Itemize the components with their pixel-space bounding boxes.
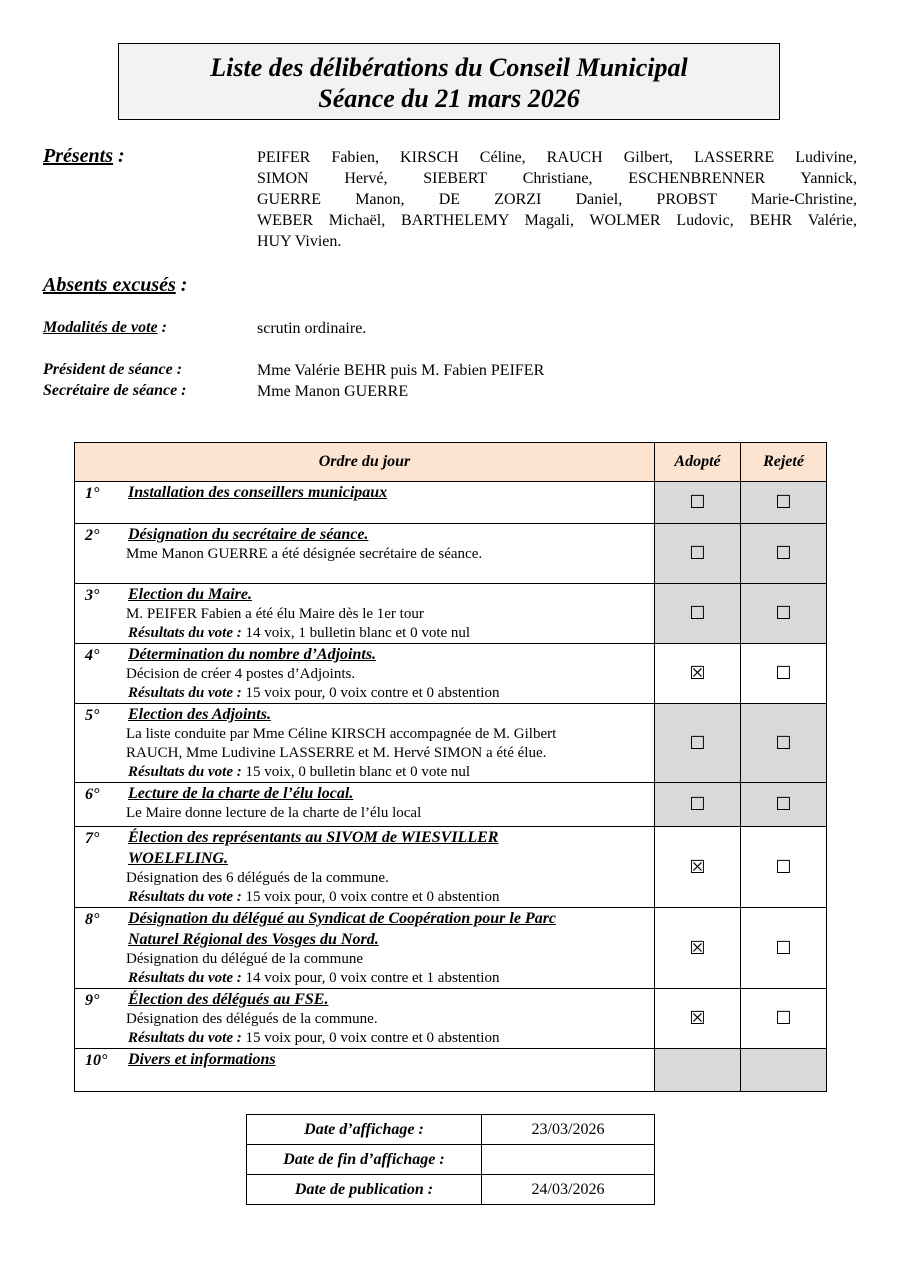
rejete-checkbox: ☐: [741, 908, 827, 989]
agenda-item-cell: [75, 1049, 655, 1092]
agenda-item-description: M. PEIFER Fabien a été élu Maire dès le 1er tour: [126, 606, 424, 622]
rejete-checkbox: ☐: [741, 584, 827, 644]
rejete-checkbox: ☐: [741, 524, 827, 584]
presents-line: SIMON Hervé, SIEBERT Christiane, ESCHENBRENNER Yannick,: [257, 170, 857, 187]
agenda-table: [74, 442, 827, 1092]
agenda-item-title: Installation des conseillers municipaux: [128, 484, 388, 501]
agenda-item-title: Désignation du secrétaire de séance.: [128, 526, 369, 543]
agenda-row: [75, 482, 827, 524]
presents-list: [257, 147, 857, 252]
agenda-item-title: Election des Adjoints.: [128, 706, 271, 723]
modalites-label: Modalités de vote: [43, 319, 158, 336]
date-fin-affichage-value: [482, 1145, 655, 1175]
agenda-item-cell: [75, 482, 655, 524]
agenda-item-result-label: Résultats du vote :: [128, 1030, 242, 1046]
agenda-item-result: [128, 763, 654, 782]
agenda-item-result-value: 15 voix, 0 bulletin blanc et 0 vote nul: [241, 764, 471, 780]
agenda-item-title: Élection des représentants au SIVOM de WIESVILLER: [128, 829, 499, 846]
agenda-item-number: 7°: [85, 830, 100, 847]
agenda-item-number: 8°: [85, 911, 100, 928]
agenda-row: [75, 584, 827, 644]
presents-line: PEIFER Fabien, KIRSCH Céline, RAUCH Gilbert, LASSERRE Ludivine,: [257, 149, 857, 166]
agenda-header-rejete: Rejeté: [741, 443, 827, 482]
modalites-heading: [43, 319, 167, 337]
presents-line: WEBER Michaël, BARTHELEMY Magali, WOLMER Ludovic, BEHR Valérie,: [257, 212, 857, 229]
modalites-value: scrutin ordinaire.: [257, 320, 367, 337]
agenda-item-number: 10°: [85, 1052, 108, 1069]
modalites-suffix: :: [157, 319, 167, 336]
date-row: [247, 1145, 655, 1175]
agenda-item-number: 9°: [85, 992, 100, 1009]
date-publication-label: Date de publication :: [247, 1175, 482, 1205]
agenda-item-result: [128, 969, 654, 988]
presents-heading: [43, 145, 125, 168]
adopte-checkbox: ☒: [655, 644, 741, 704]
agenda-row: [75, 908, 827, 989]
agenda-item-description: Mme Manon GUERRE a été désignée secrétaire de séance.: [126, 546, 483, 562]
agenda-item-description: Désignation des délégués de la commune.: [126, 1011, 378, 1027]
adopte-checkbox: ☐: [655, 584, 741, 644]
president-value: Mme Valérie BEHR puis M. Fabien PEIFER: [257, 362, 545, 379]
agenda-item-title: Détermination du nombre d’Adjoints.: [128, 646, 377, 663]
date-row: [247, 1175, 655, 1205]
secretaire-value: Mme Manon GUERRE: [257, 383, 409, 400]
agenda-row: [75, 704, 827, 783]
adopte-checkbox: ☒: [655, 827, 741, 908]
rejete-checkbox: ☐: [741, 482, 827, 524]
rejete-checkbox: ☐: [741, 783, 827, 827]
date-fin-affichage-label: Date de fin d’affichage :: [247, 1145, 482, 1175]
agenda-item-result-label: Résultats du vote :: [128, 685, 242, 701]
agenda-row: [75, 524, 827, 584]
agenda-item-cell: [75, 989, 655, 1049]
agenda-item-cell: [75, 827, 655, 908]
agenda-header-adopte: Adopté: [655, 443, 741, 482]
date-publication-value: 24/03/2026: [482, 1175, 655, 1205]
agenda-item-title: Désignation du délégué au Syndicat de Coopération pour le Parc: [128, 910, 557, 927]
agenda-item-result-value: 15 voix pour, 0 voix contre et 0 abstention: [241, 889, 500, 905]
agenda-row: [75, 989, 827, 1049]
agenda-row: [75, 644, 827, 704]
agenda-item-result-label: Résultats du vote :: [128, 970, 242, 986]
agenda-item-description: La liste conduite par Mme Céline KIRSCH accompagnée de M. Gilbert: [126, 726, 557, 742]
absents-heading: [43, 274, 187, 297]
agenda-item-number: 4°: [85, 647, 100, 664]
agenda-item-result-value: 14 voix pour, 0 voix contre et 1 abstention: [241, 970, 500, 986]
agenda-item-result-value: 15 voix pour, 0 voix contre et 0 abstention: [241, 1030, 500, 1046]
adopte-checkbox: ☐: [655, 524, 741, 584]
date-affichage-value: 23/03/2026: [482, 1115, 655, 1145]
adopte-checkbox: ☐: [655, 783, 741, 827]
agenda-row: [75, 783, 827, 827]
dates-table: [246, 1114, 655, 1205]
rejete-checkbox: ☐: [741, 989, 827, 1049]
agenda-item-number: 6°: [85, 786, 100, 803]
agenda-item-result-label: Résultats du vote :: [128, 764, 242, 780]
agenda-item-title: Divers et informations: [128, 1051, 276, 1068]
agenda-item-description: Décision de créer 4 postes d’Adjoints.: [126, 666, 356, 682]
agenda-item-result: [128, 1029, 654, 1048]
agenda-item-description: Désignation du délégué de la commune: [126, 951, 364, 967]
agenda-item-title: Lecture de la charte de l’élu local.: [128, 785, 354, 802]
agenda-item-cell: [75, 644, 655, 704]
agenda-item-description: Désignation des 6 délégués de la commune.: [126, 870, 389, 886]
adopte-checkbox: ☐: [655, 482, 741, 524]
agenda-item-number: 3°: [85, 587, 100, 604]
rejete-checkbox: [741, 1049, 827, 1092]
agenda-item-title: WOELFLING.: [128, 850, 229, 867]
agenda-item-cell: [75, 908, 655, 989]
adopte-checkbox: [655, 1049, 741, 1092]
agenda-row: [75, 827, 827, 908]
date-affichage-label: Date d’affichage :: [247, 1115, 482, 1145]
agenda-item-number: 2°: [85, 527, 100, 544]
agenda-item-cell: [75, 704, 655, 783]
agenda-item-result-label: Résultats du vote :: [128, 889, 242, 905]
agenda-item-number: 5°: [85, 707, 100, 724]
absents-suffix: :: [175, 274, 188, 296]
agenda-item-result: [128, 624, 654, 643]
agenda-row: [75, 1049, 827, 1092]
date-row: [247, 1115, 655, 1145]
document-title-box: [118, 43, 780, 120]
agenda-item-title: Election du Maire.: [128, 586, 253, 603]
presents-line: HUY Vivien.: [257, 233, 342, 250]
agenda-item-cell: [75, 524, 655, 584]
secretaire-label: Secrétaire de séance :: [43, 382, 187, 399]
agenda-item-cell: [75, 584, 655, 644]
agenda-item-number: 1°: [85, 485, 100, 502]
agenda-header-ordre: Ordre du jour: [75, 443, 655, 482]
adopte-checkbox: ☐: [655, 704, 741, 783]
rejete-checkbox: ☐: [741, 704, 827, 783]
adopte-checkbox: ☒: [655, 908, 741, 989]
presents-line: GUERRE Manon, DE ZORZI Daniel, PROBST Marie-Christine,: [257, 191, 857, 208]
agenda-item-description: Le Maire donne lecture de la charte de l’élu local: [126, 805, 422, 821]
agenda-item-description: RAUCH, Mme Ludivine LASSERRE et M. Hervé SIMON a été élue.: [126, 745, 547, 761]
presents-label: Présents: [43, 145, 113, 167]
presents-suffix: :: [113, 145, 125, 167]
adopte-checkbox: ☒: [655, 989, 741, 1049]
agenda-item-result-value: 14 voix, 1 bulletin blanc et 0 vote nul: [241, 625, 471, 641]
agenda-item-result-label: Résultats du vote :: [128, 625, 242, 641]
agenda-item-result: [128, 684, 654, 703]
president-label: Président de séance :: [43, 361, 183, 378]
agenda-item-result-value: 15 voix pour, 0 voix contre et 0 abstention: [241, 685, 500, 701]
document-title: Liste des délibérations du Conseil Municipal: [210, 53, 688, 82]
agenda-item-result: [128, 888, 654, 907]
agenda-header-row: [75, 443, 827, 482]
agenda-item-title: Élection des délégués au FSE.: [128, 991, 329, 1008]
agenda-item-cell: [75, 783, 655, 827]
agenda-item-title: Naturel Régional des Vosges du Nord.: [128, 931, 379, 948]
document-subtitle: Séance du 21 mars 2026: [318, 84, 580, 113]
rejete-checkbox: ☐: [741, 827, 827, 908]
rejete-checkbox: ☐: [741, 644, 827, 704]
absents-label: Absents excusés: [43, 274, 176, 296]
